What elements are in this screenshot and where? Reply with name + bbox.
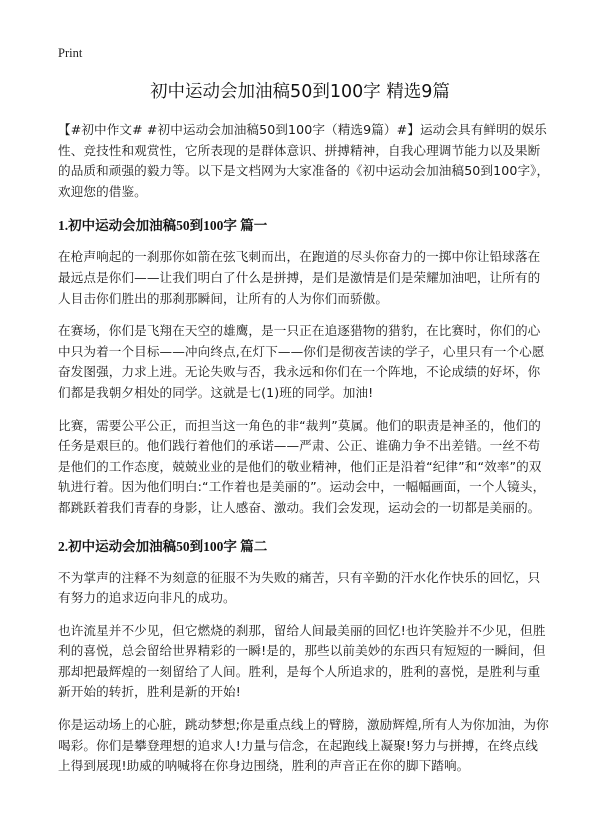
- article-body: [58, 120, 550, 789]
- intro-paragraph: 【#初中作文# #初中运动会加油稿50到100字（精选9篇）#】运动会具有鲜明的娱乐性、竞技性和观赏性，它所表现的是群体意识、拼搏精神，自我心理调节能力以及果断的品质和顽强的毅力等。以下是文档网为大家准备的《初中运动会加油稿50到100字》，欢迎您的借鉴。: [58, 122, 550, 199]
- section-2-paragraph-2: 也许流星并不少见，但它燃烧的刹那，留给人间最美丽的回忆!也许笑脸并不少见，但胜利的喜悦，总会留给世界精彩的一瞬!是的，那些以前美妙的东西只有短短的一瞬间，但那却把最辉煌的一刻留给了人间。胜利，是每个人所追求的，胜利的喜悦，是胜利与重新开始的转折，胜利是新的开始!: [58, 622, 546, 700]
- section-1-paragraph-1: 在枪声响起的一刹那你如箭在弦飞刺而出，在跑道的尽头你奋力的一掷中你让铅球落在最远点是你们——让我们明白了什么是拼搏，是们是激情是们是荣耀加油吧，让所有的人目击你们胜出的那刹那瞬间，让所有的人为你们而骄傲。: [58, 249, 541, 306]
- section-1-paragraph-3: 比赛，需要公平公正，而担当这一角色的非“裁判”莫属。他们的职责是神圣的，他们的任务是艰巨的。他们践行着他们的承诺——严肃、公正、谁确力争不出差错。一丝不苟是他们的工作态度，兢兢业业的是他们的敬业精神，他们正是沿着“纪律”和“效率”的双轨进行着。因为他们明白:“工作着也是美丽的”。运动会中，一幅幅画面，一个人镜头，都跳跃着我们青春的身影，让人感奋、激动。我们会发现，运动会的一切都是美丽的。: [58, 417, 546, 515]
- section-1-paragraph-2: 在赛场，你们是飞翔在天空的雄鹰，是一只正在追逐猎物的猎豹，在比赛时，你们的心中只为着一个目标——冲向终点,在灯下——你们是彻夜苦读的学子，心里只有一个心愿奋发图强，力求上进。无论失败与否，我永远和你们在一个阵地，不论成绩的好坏，你们都是我朝夕相处的同学。这就是七(1)班的同学。加油!: [58, 323, 545, 400]
- section-2-paragraph-1: 不为掌声的注释不为刻意的征服不为失败的痛苦，只有辛勤的汗水化作快乐的回忆，只有努力的追求迈向非凡的成功。: [58, 569, 541, 606]
- print-link[interactable]: Print: [58, 46, 83, 60]
- section-1-heading: 1.初中运动会加油稿50到100字 篇一: [58, 218, 268, 234]
- page-title: 初中运动会加油稿50到100字 精选9篇: [150, 82, 450, 102]
- section-2-paragraph-3: 你是运动场上的心脏，跳动梦想;你是重点线上的臂膀，激励辉煌,所有人为你加油，为你喝彩。你们是攀登理想的追求人!力量与信念，在起跑线上凝聚!努力与拼搏，在终点线上得到展现!助威的呐喊将在你身边围绕，胜利的声音正在你的脚下踏响。: [58, 717, 549, 774]
- section-2-heading: 2.初中运动会加油稿50到100字 篇二: [58, 538, 268, 554]
